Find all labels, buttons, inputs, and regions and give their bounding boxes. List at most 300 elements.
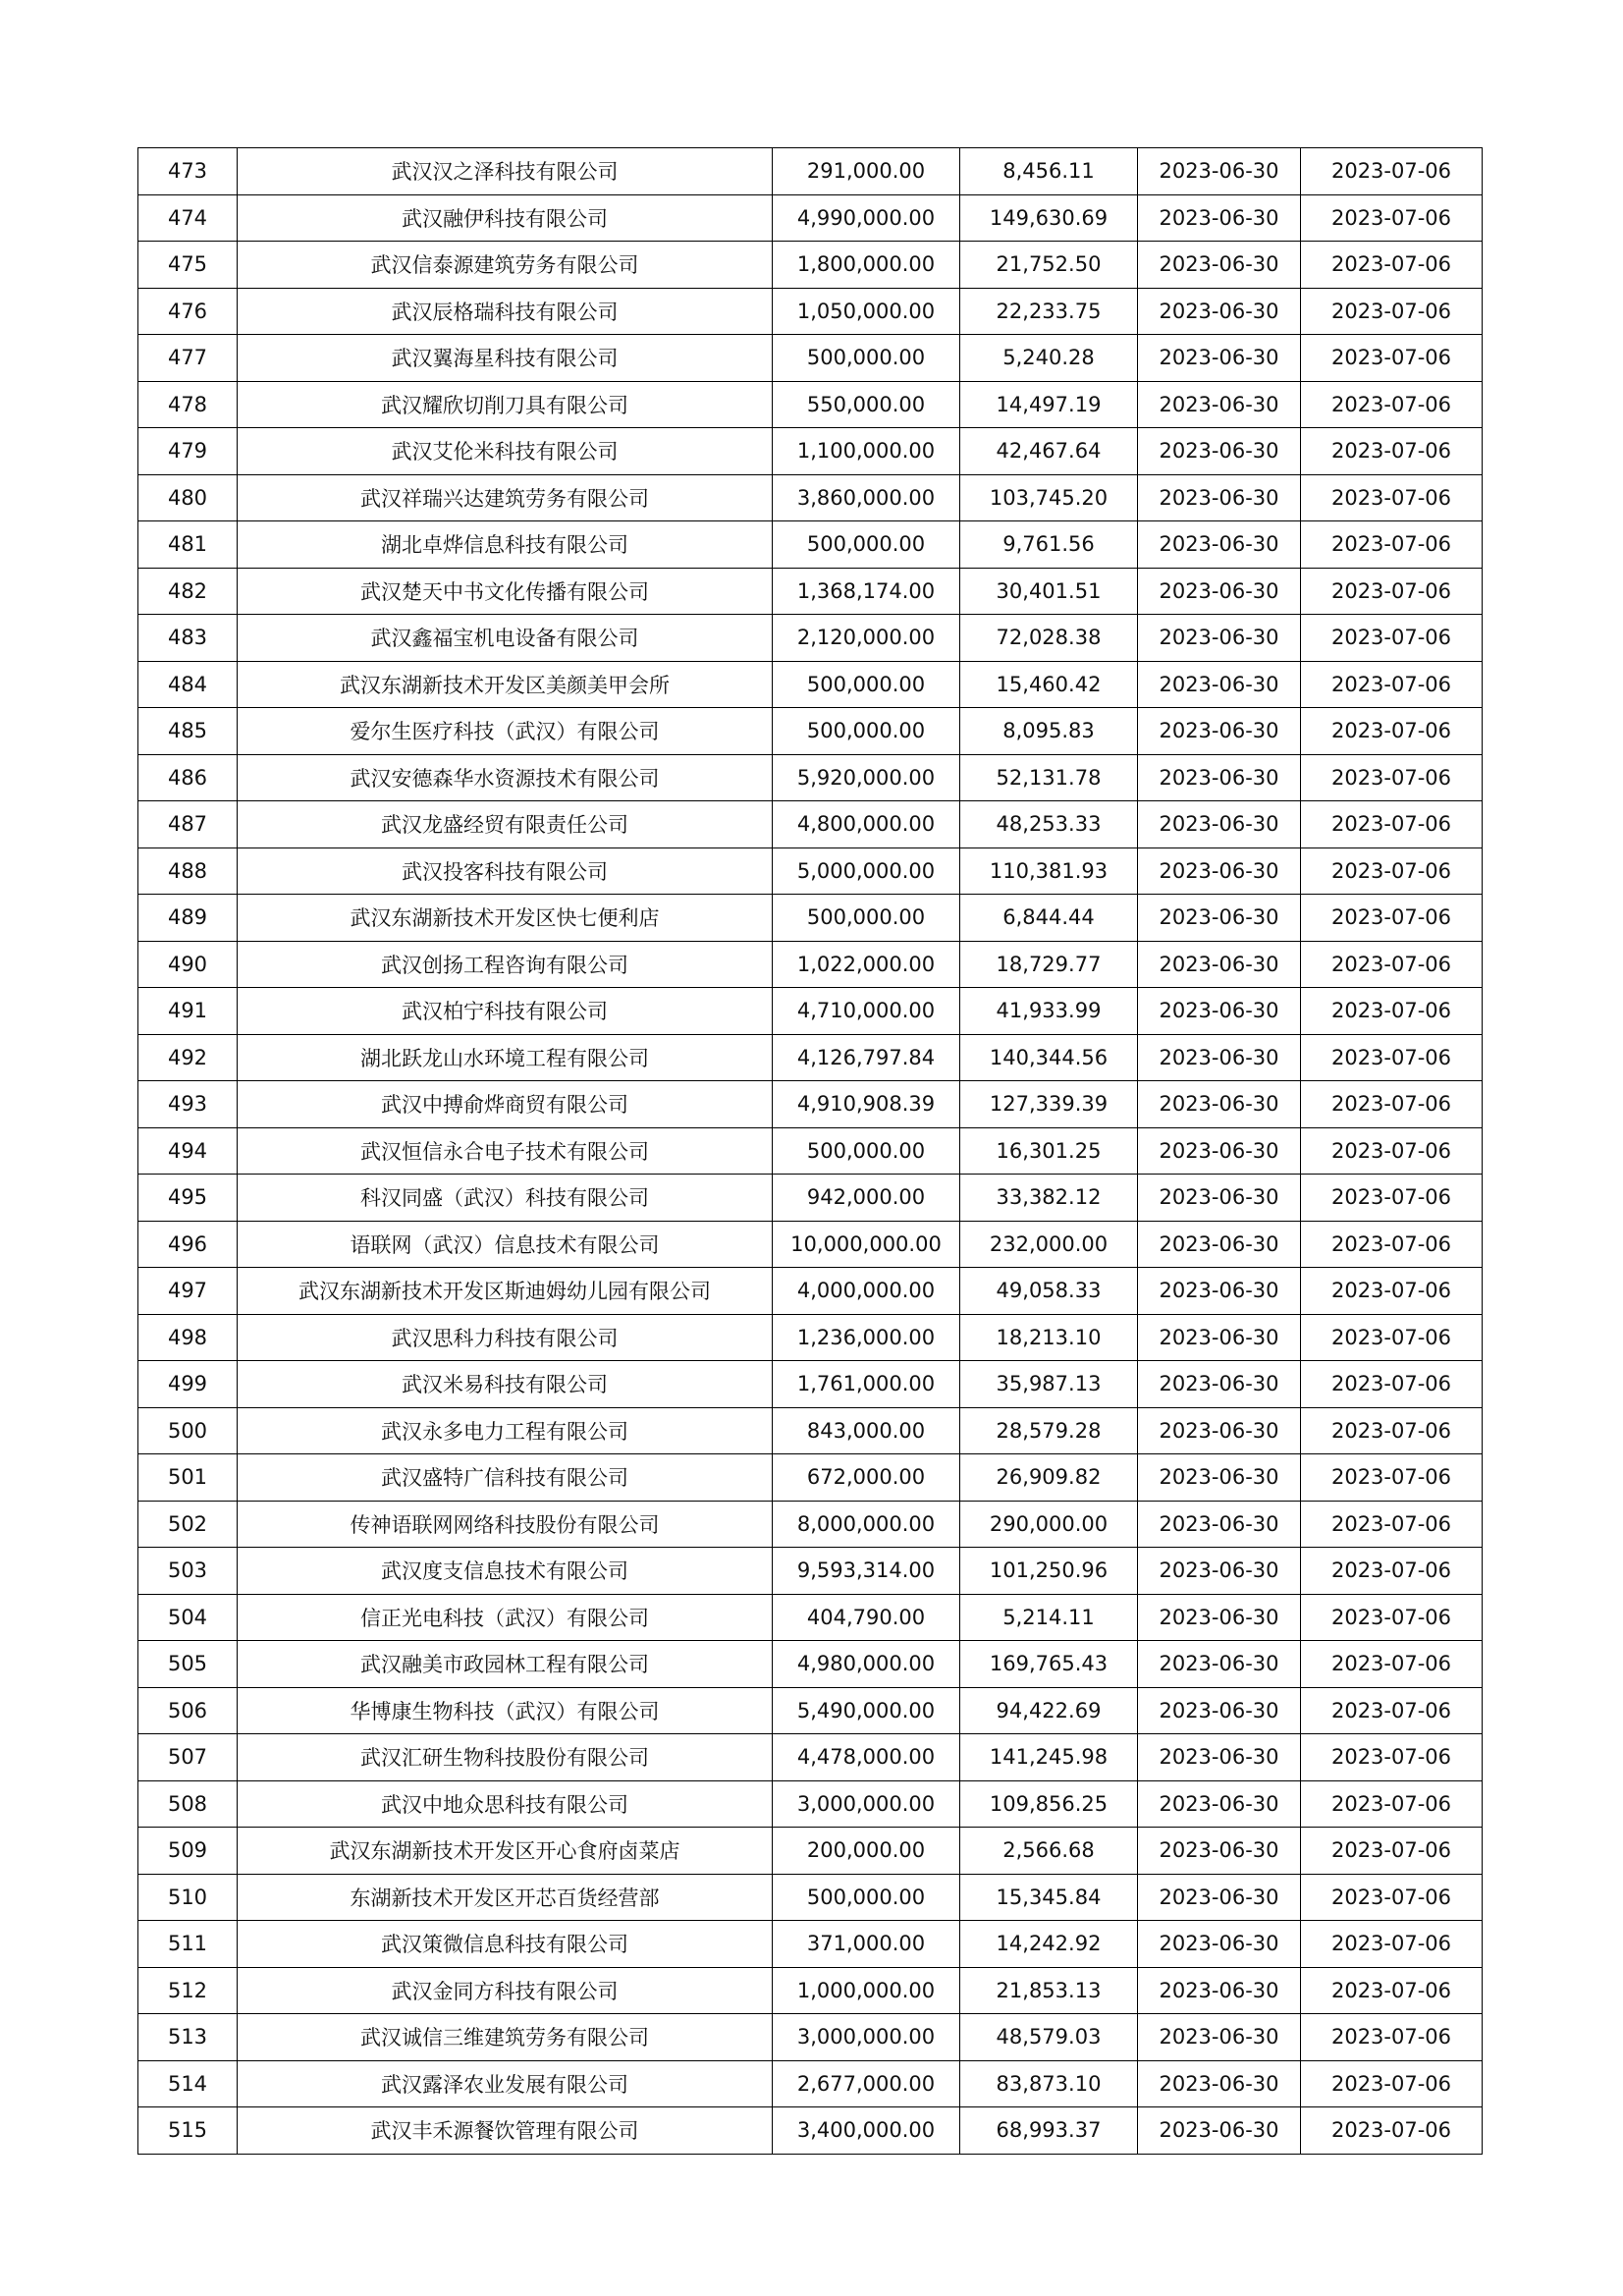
date-cell: 2023-07-06 xyxy=(1301,428,1483,475)
interest-cell: 109,856.25 xyxy=(960,1780,1138,1828)
date-cell: 2023-06-30 xyxy=(1138,521,1301,569)
company-name-cell: 武汉艾伦米科技有限公司 xyxy=(238,428,773,475)
company-name-cell: 武汉龙盛经贸有限责任公司 xyxy=(238,801,773,848)
company-name-cell: 武汉思科力科技有限公司 xyxy=(238,1314,773,1361)
row-number-cell: 486 xyxy=(138,754,238,801)
interest-cell: 26,909.82 xyxy=(960,1454,1138,1502)
amount-cell: 404,790.00 xyxy=(773,1594,960,1641)
interest-cell: 72,028.38 xyxy=(960,615,1138,662)
row-number-cell: 474 xyxy=(138,194,238,242)
row-number-cell: 493 xyxy=(138,1081,238,1128)
company-name-cell: 武汉柏宁科技有限公司 xyxy=(238,988,773,1035)
date-cell: 2023-06-30 xyxy=(1138,428,1301,475)
date-cell: 2023-07-06 xyxy=(1301,847,1483,895)
date-cell: 2023-07-06 xyxy=(1301,1268,1483,1315)
company-name-cell: 武汉东湖新技术开发区斯迪姆幼儿园有限公司 xyxy=(238,1268,773,1315)
row-number-cell: 514 xyxy=(138,2060,238,2107)
amount-cell: 500,000.00 xyxy=(773,521,960,569)
amount-cell: 942,000.00 xyxy=(773,1175,960,1222)
amount-cell: 1,368,174.00 xyxy=(773,568,960,615)
amount-cell: 672,000.00 xyxy=(773,1454,960,1502)
date-cell: 2023-07-06 xyxy=(1301,1594,1483,1641)
interest-cell: 48,253.33 xyxy=(960,801,1138,848)
table-body xyxy=(138,148,1483,2155)
company-name-cell: 华博康生物科技（武汉）有限公司 xyxy=(238,1687,773,1734)
interest-cell: 35,987.13 xyxy=(960,1361,1138,1408)
date-cell: 2023-07-06 xyxy=(1301,1921,1483,1968)
amount-cell: 500,000.00 xyxy=(773,1127,960,1175)
interest-cell: 8,095.83 xyxy=(960,708,1138,755)
date-cell: 2023-06-30 xyxy=(1138,2014,1301,2061)
row-number-cell: 500 xyxy=(138,1407,238,1454)
interest-cell: 290,000.00 xyxy=(960,1501,1138,1548)
amount-cell: 4,990,000.00 xyxy=(773,194,960,242)
row-number-cell: 478 xyxy=(138,381,238,428)
date-cell: 2023-06-30 xyxy=(1138,194,1301,242)
date-cell: 2023-07-06 xyxy=(1301,2060,1483,2107)
table-row xyxy=(138,1967,1483,2014)
date-cell: 2023-06-30 xyxy=(1138,1501,1301,1548)
company-name-cell: 武汉翼海星科技有限公司 xyxy=(238,335,773,382)
table-row xyxy=(138,521,1483,569)
amount-cell: 1,236,000.00 xyxy=(773,1314,960,1361)
interest-cell: 52,131.78 xyxy=(960,754,1138,801)
table-row xyxy=(138,895,1483,942)
table-row xyxy=(138,1221,1483,1268)
interest-cell: 141,245.98 xyxy=(960,1734,1138,1781)
row-number-cell: 490 xyxy=(138,941,238,988)
date-cell: 2023-07-06 xyxy=(1301,1967,1483,2014)
amount-cell: 5,920,000.00 xyxy=(773,754,960,801)
amount-cell: 500,000.00 xyxy=(773,1874,960,1921)
row-number-cell: 504 xyxy=(138,1594,238,1641)
interest-cell: 18,729.77 xyxy=(960,941,1138,988)
table-row xyxy=(138,474,1483,521)
date-cell: 2023-07-06 xyxy=(1301,148,1483,195)
interest-cell: 48,579.03 xyxy=(960,2014,1138,2061)
date-cell: 2023-07-06 xyxy=(1301,474,1483,521)
date-cell: 2023-07-06 xyxy=(1301,1361,1483,1408)
date-cell: 2023-07-06 xyxy=(1301,988,1483,1035)
date-cell: 2023-07-06 xyxy=(1301,2107,1483,2155)
table-row xyxy=(138,1921,1483,1968)
interest-cell: 127,339.39 xyxy=(960,1081,1138,1128)
interest-cell: 42,467.64 xyxy=(960,428,1138,475)
company-name-cell: 科汉同盛（武汉）科技有限公司 xyxy=(238,1175,773,1222)
amount-cell: 4,910,908.39 xyxy=(773,1081,960,1128)
table-row xyxy=(138,1828,1483,1875)
date-cell: 2023-06-30 xyxy=(1138,1175,1301,1222)
interest-cell: 232,000.00 xyxy=(960,1221,1138,1268)
amount-cell: 4,710,000.00 xyxy=(773,988,960,1035)
interest-cell: 49,058.33 xyxy=(960,1268,1138,1315)
interest-cell: 94,422.69 xyxy=(960,1687,1138,1734)
amount-cell: 5,490,000.00 xyxy=(773,1687,960,1734)
row-number-cell: 508 xyxy=(138,1780,238,1828)
date-cell: 2023-06-30 xyxy=(1138,1780,1301,1828)
table-row xyxy=(138,2060,1483,2107)
amount-cell: 4,478,000.00 xyxy=(773,1734,960,1781)
data-table xyxy=(137,147,1483,2155)
amount-cell: 3,860,000.00 xyxy=(773,474,960,521)
date-cell: 2023-07-06 xyxy=(1301,194,1483,242)
company-name-cell: 武汉鑫福宝机电设备有限公司 xyxy=(238,615,773,662)
date-cell: 2023-07-06 xyxy=(1301,381,1483,428)
row-number-cell: 498 xyxy=(138,1314,238,1361)
company-name-cell: 武汉融美市政园林工程有限公司 xyxy=(238,1641,773,1688)
amount-cell: 8,000,000.00 xyxy=(773,1501,960,1548)
date-cell: 2023-06-30 xyxy=(1138,381,1301,428)
date-cell: 2023-06-30 xyxy=(1138,1874,1301,1921)
interest-cell: 140,344.56 xyxy=(960,1034,1138,1081)
table-row xyxy=(138,1874,1483,1921)
company-name-cell: 湖北跃龙山水环境工程有限公司 xyxy=(238,1034,773,1081)
table-row xyxy=(138,941,1483,988)
interest-cell: 41,933.99 xyxy=(960,988,1138,1035)
date-cell: 2023-07-06 xyxy=(1301,1641,1483,1688)
amount-cell: 2,677,000.00 xyxy=(773,2060,960,2107)
date-cell: 2023-07-06 xyxy=(1301,1407,1483,1454)
interest-cell: 2,566.68 xyxy=(960,1828,1138,1875)
row-number-cell: 491 xyxy=(138,988,238,1035)
table-row xyxy=(138,335,1483,382)
date-cell: 2023-07-06 xyxy=(1301,568,1483,615)
interest-cell: 28,579.28 xyxy=(960,1407,1138,1454)
table-row xyxy=(138,1314,1483,1361)
date-cell: 2023-07-06 xyxy=(1301,1127,1483,1175)
date-cell: 2023-06-30 xyxy=(1138,335,1301,382)
date-cell: 2023-07-06 xyxy=(1301,1221,1483,1268)
table-row xyxy=(138,1175,1483,1222)
amount-cell: 3,000,000.00 xyxy=(773,1780,960,1828)
interest-cell: 21,853.13 xyxy=(960,1967,1138,2014)
date-cell: 2023-07-06 xyxy=(1301,1501,1483,1548)
date-cell: 2023-06-30 xyxy=(1138,661,1301,708)
table-row xyxy=(138,242,1483,289)
company-name-cell: 武汉度支信息技术有限公司 xyxy=(238,1548,773,1595)
table-row xyxy=(138,2107,1483,2155)
date-cell: 2023-07-06 xyxy=(1301,288,1483,335)
table-row xyxy=(138,754,1483,801)
interest-cell: 22,233.75 xyxy=(960,288,1138,335)
date-cell: 2023-06-30 xyxy=(1138,1594,1301,1641)
row-number-cell: 479 xyxy=(138,428,238,475)
company-name-cell: 武汉盛特广信科技有限公司 xyxy=(238,1454,773,1502)
date-cell: 2023-06-30 xyxy=(1138,1828,1301,1875)
row-number-cell: 476 xyxy=(138,288,238,335)
company-name-cell: 武汉露泽农业发展有限公司 xyxy=(238,2060,773,2107)
date-cell: 2023-06-30 xyxy=(1138,895,1301,942)
row-number-cell: 482 xyxy=(138,568,238,615)
interest-cell: 16,301.25 xyxy=(960,1127,1138,1175)
date-cell: 2023-06-30 xyxy=(1138,1268,1301,1315)
date-cell: 2023-06-30 xyxy=(1138,474,1301,521)
amount-cell: 1,022,000.00 xyxy=(773,941,960,988)
table-row xyxy=(138,615,1483,662)
interest-cell: 21,752.50 xyxy=(960,242,1138,289)
table-row xyxy=(138,1687,1483,1734)
amount-cell: 371,000.00 xyxy=(773,1921,960,1968)
date-cell: 2023-06-30 xyxy=(1138,1034,1301,1081)
interest-cell: 68,993.37 xyxy=(960,2107,1138,2155)
interest-cell: 9,761.56 xyxy=(960,521,1138,569)
company-name-cell: 武汉信泰源建筑劳务有限公司 xyxy=(238,242,773,289)
row-number-cell: 485 xyxy=(138,708,238,755)
company-name-cell: 传神语联网网络科技股份有限公司 xyxy=(238,1501,773,1548)
amount-cell: 1,800,000.00 xyxy=(773,242,960,289)
date-cell: 2023-06-30 xyxy=(1138,988,1301,1035)
company-name-cell: 武汉诚信三维建筑劳务有限公司 xyxy=(238,2014,773,2061)
amount-cell: 4,800,000.00 xyxy=(773,801,960,848)
row-number-cell: 481 xyxy=(138,521,238,569)
table-row xyxy=(138,1081,1483,1128)
table-row xyxy=(138,1034,1483,1081)
interest-cell: 33,382.12 xyxy=(960,1175,1138,1222)
date-cell: 2023-06-30 xyxy=(1138,1921,1301,1968)
table-row xyxy=(138,1127,1483,1175)
date-cell: 2023-07-06 xyxy=(1301,1034,1483,1081)
amount-cell: 4,980,000.00 xyxy=(773,1641,960,1688)
date-cell: 2023-07-06 xyxy=(1301,1454,1483,1502)
table-row xyxy=(138,1641,1483,1688)
row-number-cell: 513 xyxy=(138,2014,238,2061)
row-number-cell: 499 xyxy=(138,1361,238,1408)
interest-cell: 15,460.42 xyxy=(960,661,1138,708)
row-number-cell: 488 xyxy=(138,847,238,895)
date-cell: 2023-06-30 xyxy=(1138,1127,1301,1175)
date-cell: 2023-07-06 xyxy=(1301,521,1483,569)
row-number-cell: 475 xyxy=(138,242,238,289)
company-name-cell: 爱尔生医疗科技（武汉）有限公司 xyxy=(238,708,773,755)
interest-cell: 5,240.28 xyxy=(960,335,1138,382)
date-cell: 2023-06-30 xyxy=(1138,708,1301,755)
amount-cell: 10,000,000.00 xyxy=(773,1221,960,1268)
row-number-cell: 505 xyxy=(138,1641,238,1688)
date-cell: 2023-06-30 xyxy=(1138,1548,1301,1595)
row-number-cell: 477 xyxy=(138,335,238,382)
row-number-cell: 507 xyxy=(138,1734,238,1781)
company-name-cell: 武汉丰禾源餐饮管理有限公司 xyxy=(238,2107,773,2155)
company-name-cell: 武汉东湖新技术开发区快七便利店 xyxy=(238,895,773,942)
company-name-cell: 武汉中搏俞烨商贸有限公司 xyxy=(238,1081,773,1128)
date-cell: 2023-06-30 xyxy=(1138,1361,1301,1408)
amount-cell: 200,000.00 xyxy=(773,1828,960,1875)
table-row xyxy=(138,1268,1483,1315)
date-cell: 2023-07-06 xyxy=(1301,1780,1483,1828)
amount-cell: 1,050,000.00 xyxy=(773,288,960,335)
table-row xyxy=(138,1361,1483,1408)
date-cell: 2023-07-06 xyxy=(1301,661,1483,708)
table-row xyxy=(138,428,1483,475)
amount-cell: 843,000.00 xyxy=(773,1407,960,1454)
company-name-cell: 武汉耀欣切削刀具有限公司 xyxy=(238,381,773,428)
company-name-cell: 武汉安德森华水资源技术有限公司 xyxy=(238,754,773,801)
table-row xyxy=(138,1780,1483,1828)
table-row xyxy=(138,1501,1483,1548)
row-number-cell: 473 xyxy=(138,148,238,195)
date-cell: 2023-07-06 xyxy=(1301,801,1483,848)
amount-cell: 291,000.00 xyxy=(773,148,960,195)
company-name-cell: 武汉中地众思科技有限公司 xyxy=(238,1780,773,1828)
company-name-cell: 武汉米易科技有限公司 xyxy=(238,1361,773,1408)
amount-cell: 2,120,000.00 xyxy=(773,615,960,662)
amount-cell: 500,000.00 xyxy=(773,661,960,708)
date-cell: 2023-07-06 xyxy=(1301,1548,1483,1595)
interest-cell: 103,745.20 xyxy=(960,474,1138,521)
date-cell: 2023-06-30 xyxy=(1138,288,1301,335)
date-cell: 2023-07-06 xyxy=(1301,895,1483,942)
company-name-cell: 武汉金同方科技有限公司 xyxy=(238,1967,773,2014)
interest-cell: 83,873.10 xyxy=(960,2060,1138,2107)
row-number-cell: 492 xyxy=(138,1034,238,1081)
amount-cell: 500,000.00 xyxy=(773,335,960,382)
amount-cell: 3,400,000.00 xyxy=(773,2107,960,2155)
date-cell: 2023-07-06 xyxy=(1301,941,1483,988)
row-number-cell: 515 xyxy=(138,2107,238,2155)
company-name-cell: 武汉策微信息科技有限公司 xyxy=(238,1921,773,1968)
date-cell: 2023-07-06 xyxy=(1301,615,1483,662)
table-row xyxy=(138,708,1483,755)
date-cell: 2023-06-30 xyxy=(1138,2107,1301,2155)
table-row xyxy=(138,194,1483,242)
date-cell: 2023-06-30 xyxy=(1138,1734,1301,1781)
date-cell: 2023-07-06 xyxy=(1301,1081,1483,1128)
date-cell: 2023-06-30 xyxy=(1138,1454,1301,1502)
company-name-cell: 武汉汇研生物科技股份有限公司 xyxy=(238,1734,773,1781)
amount-cell: 9,593,314.00 xyxy=(773,1548,960,1595)
interest-cell: 101,250.96 xyxy=(960,1548,1138,1595)
company-name-cell: 武汉东湖新技术开发区美颜美甲会所 xyxy=(238,661,773,708)
table-row xyxy=(138,1548,1483,1595)
company-name-cell: 武汉永多电力工程有限公司 xyxy=(238,1407,773,1454)
interest-cell: 149,630.69 xyxy=(960,194,1138,242)
table-row xyxy=(138,2014,1483,2061)
interest-cell: 14,242.92 xyxy=(960,1921,1138,1968)
date-cell: 2023-07-06 xyxy=(1301,708,1483,755)
interest-cell: 18,213.10 xyxy=(960,1314,1138,1361)
amount-cell: 500,000.00 xyxy=(773,895,960,942)
date-cell: 2023-06-30 xyxy=(1138,847,1301,895)
amount-cell: 4,000,000.00 xyxy=(773,1268,960,1315)
company-name-cell: 武汉祥瑞兴达建筑劳务有限公司 xyxy=(238,474,773,521)
date-cell: 2023-07-06 xyxy=(1301,2014,1483,2061)
row-number-cell: 495 xyxy=(138,1175,238,1222)
row-number-cell: 510 xyxy=(138,1874,238,1921)
row-number-cell: 494 xyxy=(138,1127,238,1175)
date-cell: 2023-07-06 xyxy=(1301,1314,1483,1361)
interest-cell: 169,765.43 xyxy=(960,1641,1138,1688)
table-row xyxy=(138,381,1483,428)
interest-cell: 6,844.44 xyxy=(960,895,1138,942)
amount-cell: 5,000,000.00 xyxy=(773,847,960,895)
table-row xyxy=(138,148,1483,195)
date-cell: 2023-07-06 xyxy=(1301,1175,1483,1222)
interest-cell: 14,497.19 xyxy=(960,381,1138,428)
amount-cell: 1,000,000.00 xyxy=(773,1967,960,2014)
date-cell: 2023-07-06 xyxy=(1301,1687,1483,1734)
date-cell: 2023-06-30 xyxy=(1138,1407,1301,1454)
date-cell: 2023-07-06 xyxy=(1301,1828,1483,1875)
date-cell: 2023-07-06 xyxy=(1301,1734,1483,1781)
table-row xyxy=(138,1594,1483,1641)
date-cell: 2023-06-30 xyxy=(1138,568,1301,615)
table-row xyxy=(138,1407,1483,1454)
interest-cell: 5,214.11 xyxy=(960,1594,1138,1641)
row-number-cell: 512 xyxy=(138,1967,238,2014)
date-cell: 2023-06-30 xyxy=(1138,1687,1301,1734)
amount-cell: 500,000.00 xyxy=(773,708,960,755)
date-cell: 2023-06-30 xyxy=(1138,941,1301,988)
company-name-cell: 武汉汉之泽科技有限公司 xyxy=(238,148,773,195)
table-row xyxy=(138,1454,1483,1502)
table-row xyxy=(138,288,1483,335)
interest-cell: 30,401.51 xyxy=(960,568,1138,615)
date-cell: 2023-07-06 xyxy=(1301,335,1483,382)
table-row xyxy=(138,661,1483,708)
date-cell: 2023-07-06 xyxy=(1301,754,1483,801)
row-number-cell: 489 xyxy=(138,895,238,942)
date-cell: 2023-06-30 xyxy=(1138,2060,1301,2107)
amount-cell: 1,100,000.00 xyxy=(773,428,960,475)
row-number-cell: 506 xyxy=(138,1687,238,1734)
interest-cell: 8,456.11 xyxy=(960,148,1138,195)
date-cell: 2023-06-30 xyxy=(1138,754,1301,801)
row-number-cell: 483 xyxy=(138,615,238,662)
table-row xyxy=(138,568,1483,615)
row-number-cell: 497 xyxy=(138,1268,238,1315)
company-name-cell: 武汉东湖新技术开发区开心食府卤菜店 xyxy=(238,1828,773,1875)
company-name-cell: 信正光电科技（武汉）有限公司 xyxy=(238,1594,773,1641)
company-name-cell: 武汉恒信永合电子技术有限公司 xyxy=(238,1127,773,1175)
table-row xyxy=(138,988,1483,1035)
row-number-cell: 501 xyxy=(138,1454,238,1502)
interest-cell: 110,381.93 xyxy=(960,847,1138,895)
company-name-cell: 语联网（武汉）信息技术有限公司 xyxy=(238,1221,773,1268)
date-cell: 2023-06-30 xyxy=(1138,1967,1301,2014)
amount-cell: 1,761,000.00 xyxy=(773,1361,960,1408)
amount-cell: 4,126,797.84 xyxy=(773,1034,960,1081)
date-cell: 2023-06-30 xyxy=(1138,148,1301,195)
date-cell: 2023-06-30 xyxy=(1138,1081,1301,1128)
date-cell: 2023-07-06 xyxy=(1301,1874,1483,1921)
company-name-cell: 武汉楚天中书文化传播有限公司 xyxy=(238,568,773,615)
amount-cell: 3,000,000.00 xyxy=(773,2014,960,2061)
row-number-cell: 496 xyxy=(138,1221,238,1268)
row-number-cell: 509 xyxy=(138,1828,238,1875)
row-number-cell: 503 xyxy=(138,1548,238,1595)
company-name-cell: 武汉创扬工程咨询有限公司 xyxy=(238,941,773,988)
date-cell: 2023-06-30 xyxy=(1138,801,1301,848)
company-name-cell: 武汉辰格瑞科技有限公司 xyxy=(238,288,773,335)
row-number-cell: 480 xyxy=(138,474,238,521)
row-number-cell: 502 xyxy=(138,1501,238,1548)
row-number-cell: 511 xyxy=(138,1921,238,1968)
row-number-cell: 487 xyxy=(138,801,238,848)
interest-cell: 15,345.84 xyxy=(960,1874,1138,1921)
table-row xyxy=(138,847,1483,895)
date-cell: 2023-06-30 xyxy=(1138,1641,1301,1688)
table-row xyxy=(138,801,1483,848)
company-name-cell: 武汉投客科技有限公司 xyxy=(238,847,773,895)
table-row xyxy=(138,1734,1483,1781)
date-cell: 2023-06-30 xyxy=(1138,1221,1301,1268)
company-name-cell: 东湖新技术开发区开芯百货经营部 xyxy=(238,1874,773,1921)
date-cell: 2023-06-30 xyxy=(1138,242,1301,289)
date-cell: 2023-07-06 xyxy=(1301,242,1483,289)
amount-cell: 550,000.00 xyxy=(773,381,960,428)
row-number-cell: 484 xyxy=(138,661,238,708)
date-cell: 2023-06-30 xyxy=(1138,1314,1301,1361)
